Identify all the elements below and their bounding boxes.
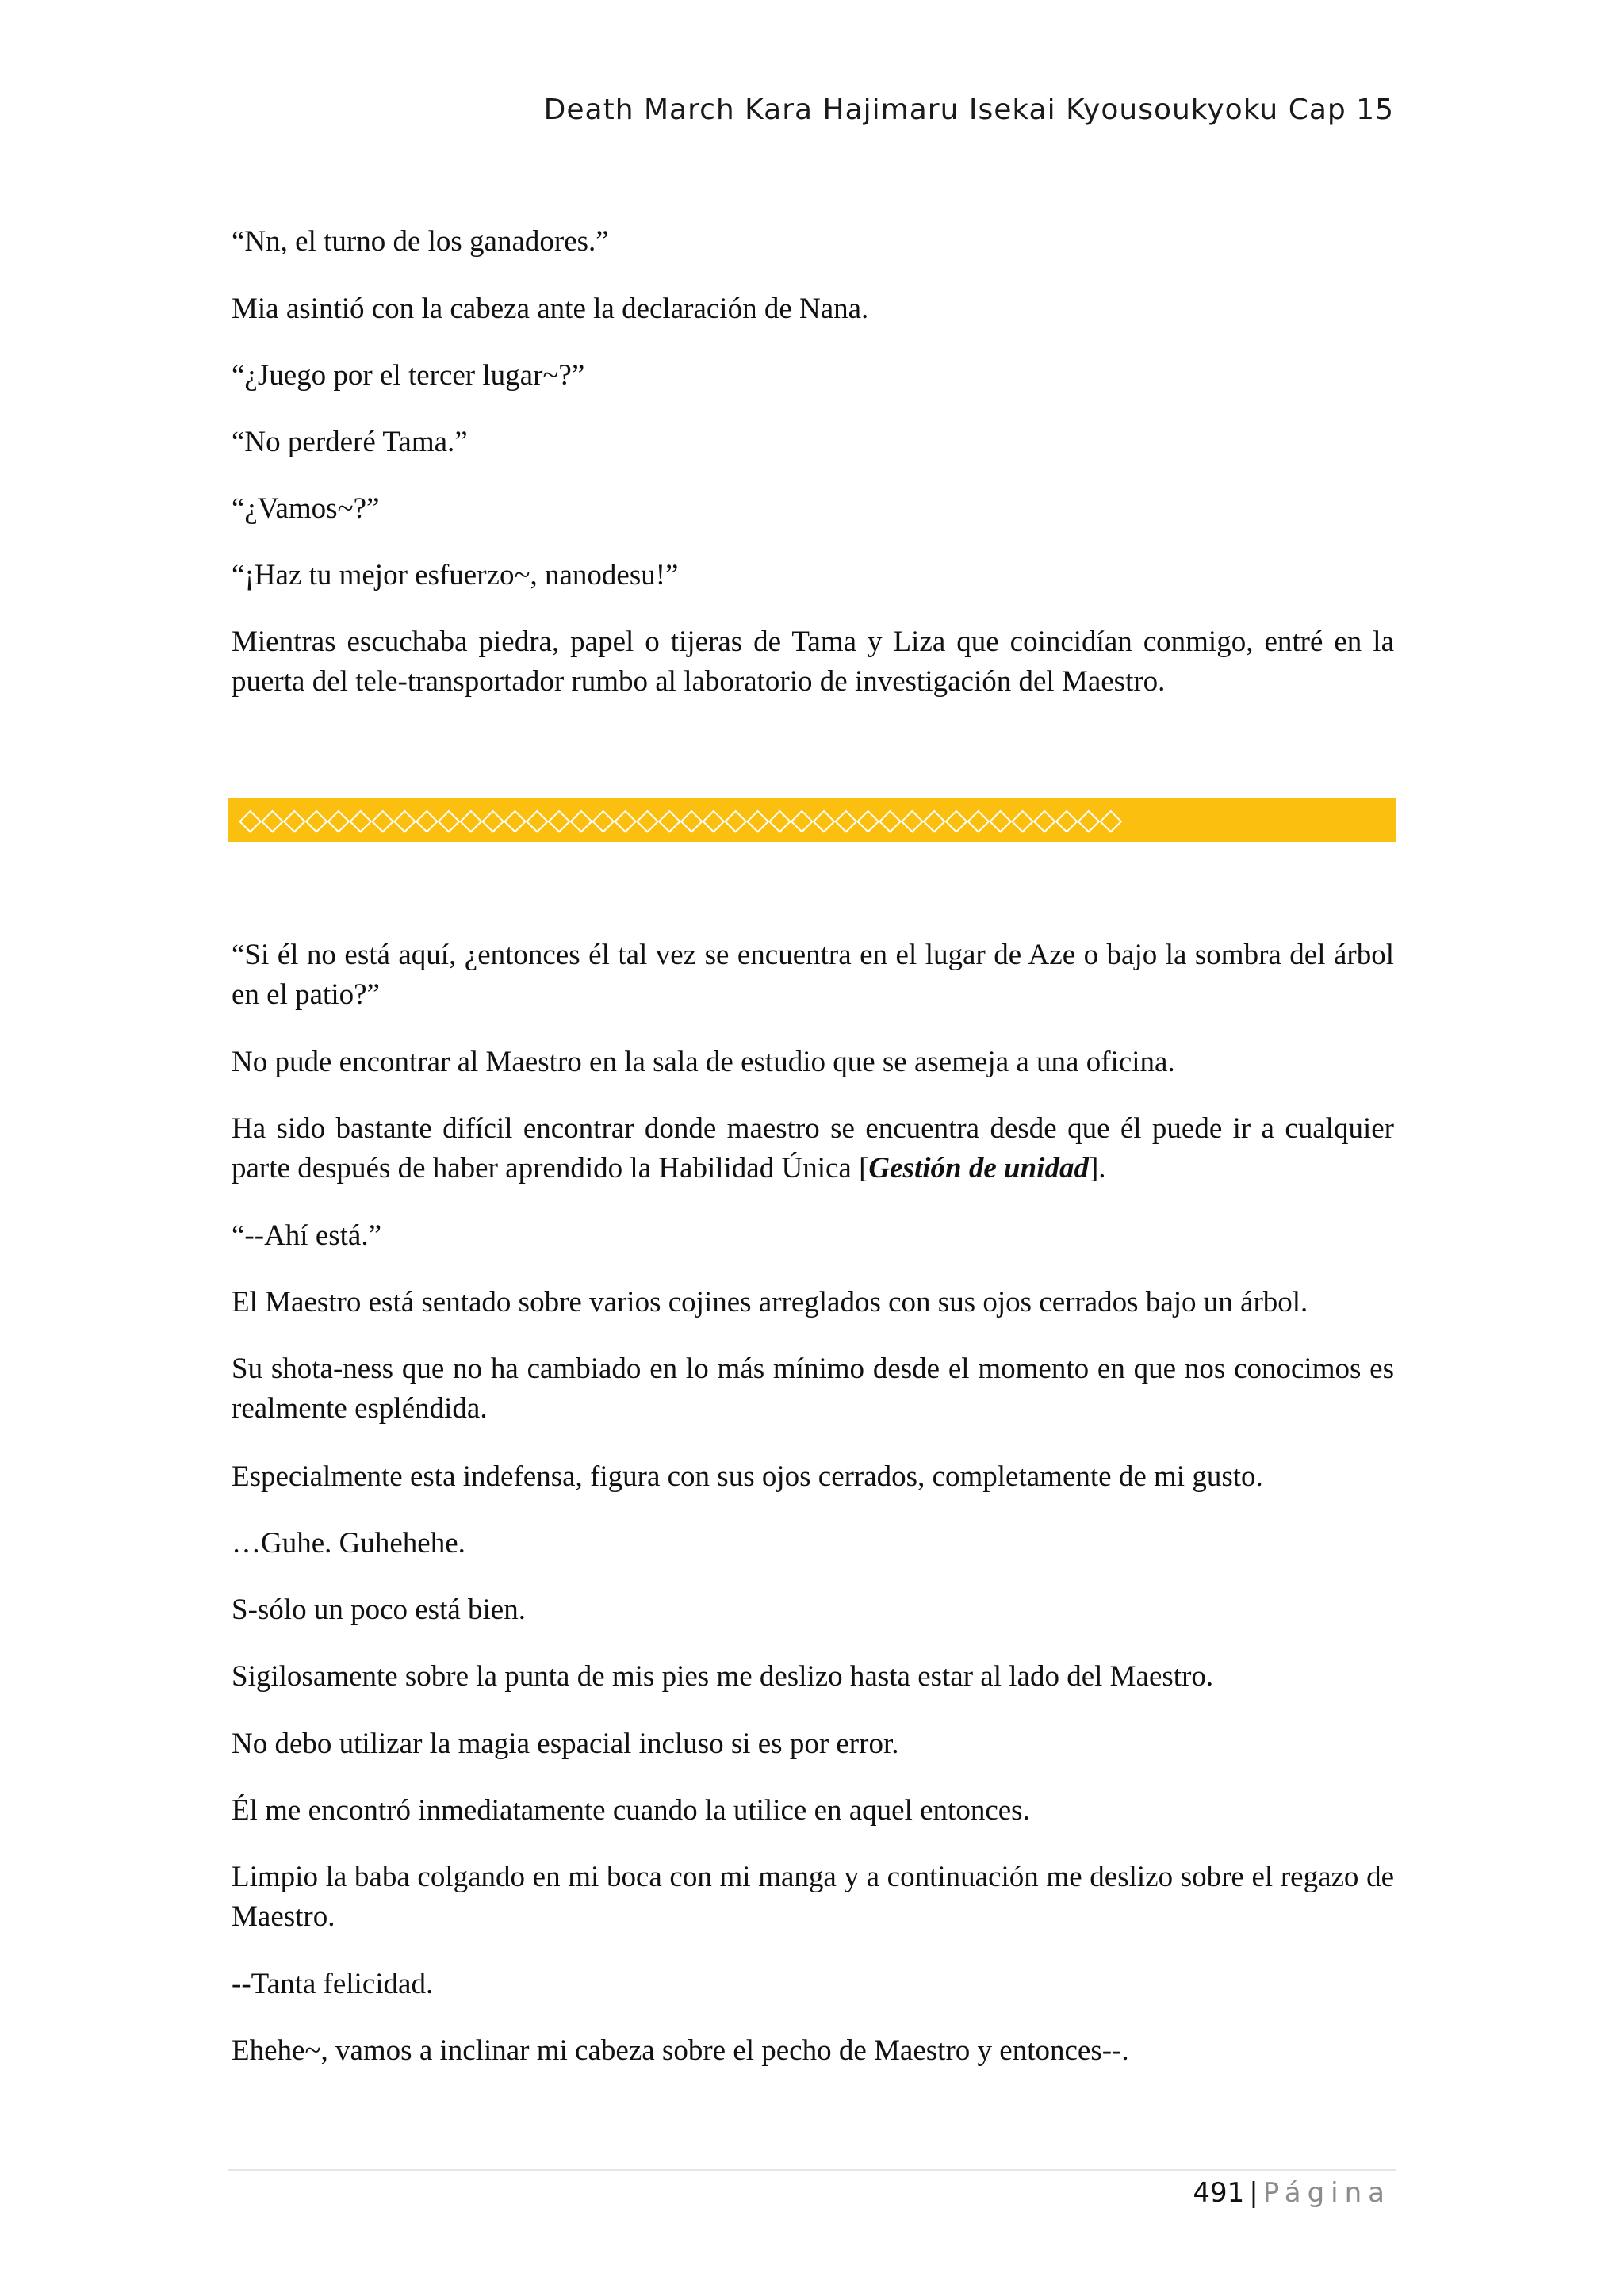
scene-break-banner: [228, 798, 1396, 842]
paragraph-unique-skill: [232, 1109, 1394, 1188]
paragraph-best-effort: “¡Haz tu mejor esfuerzo~, nanodesu!”: [232, 559, 679, 591]
paragraph-defenseless: Especialmente esta indefensa, figura con sus ojos cerrados, completamente de mi gusto.: [232, 1460, 1263, 1493]
page-footer: [1193, 2177, 1391, 2209]
paragraph-teleporter: Mientras escuchaba piedra, papel o tijeras de Tama y Liza que coincidían conmigo, entré en la puerta del tele-transportador rumbo al laboratorio de investigación del Maestro.: [232, 626, 1394, 698]
paragraph-tiptoe: Sigilosamente sobre la punta de mis pies me deslizo hasta estar al lado del Maestro.: [232, 1660, 1214, 1693]
footer-divider: [228, 2169, 1396, 2171]
paragraph-wont-lose: “No perderé Tama.”: [232, 426, 468, 458]
paragraph-shota-ness: Su shota-ness que no ha cambiado en lo más mínimo desde el momento en que nos conocimos es realmente espléndida.: [232, 1353, 1394, 1425]
running-header: Death March Kara Hajimaru Isekai Kyousoukyoku Cap 15: [543, 94, 1394, 126]
paragraph-third-place: “¿Juego por el tercer lugar~?”: [232, 359, 585, 392]
paragraph-aze-place: “Si él no está aquí, ¿entonces él tal vez se encuentra en el lugar de Aze o bajo la sombra del árbol en el patio?”: [232, 939, 1394, 1011]
paragraph-study-room: No pude encontrar al Maestro en la sala de estudio que se asemeja a una oficina.: [232, 1046, 1175, 1078]
diamond-ornament-icon: ◇◇◇◇◇◇◇◇◇◇◇◇◇◇◇◇◇◇◇◇◇◇◇◇◇◇◇◇◇◇◇◇◇◇◇◇◇◇◇◇: [239, 802, 1121, 836]
paragraph-no-magic: No debo utilizar la magia espacial incluso si es por error.: [232, 1728, 899, 1760]
paragraph-happiness: --Tanta felicidad.: [232, 1968, 434, 2000]
paragraph-ehehe: Ehehe~, vamos a inclinar mi cabeza sobre el pecho de Maestro y entonces--.: [232, 2034, 1129, 2067]
skill-name: Gestión de unidad: [868, 1152, 1089, 1184]
paragraph-drool: Limpio la baba colgando en mi boca con mi manga y a continuación me deslizo sobre el regazo de Maestro.: [232, 1861, 1394, 1933]
footer-separator: |: [1249, 2177, 1258, 2209]
paragraph-found-me: Él me encontró inmediatamente cuando la utilice en aquel entonces.: [232, 1794, 1030, 1827]
skill-text-after: ].: [1088, 1152, 1106, 1184]
paragraph-mia-nods: Mia asintió con la cabeza ante la declaración de Nana.: [232, 293, 869, 325]
paragraph-guhe: …Guhe. Guhehehe.: [232, 1527, 465, 1559]
paragraph-there-he-is: “--Ahí está.”: [232, 1219, 382, 1252]
skill-text-before: Ha sido bastante difícil encontrar donde maestro se encuentra desde que él puede ir a cualquier parte después de haber aprendido la Habilidad Única [: [232, 1112, 1394, 1184]
paragraph-master-sitting: El Maestro está sentado sobre varios cojines arreglados con sus ojos cerrados bajo un árbol.: [232, 1286, 1308, 1318]
paragraph-lets-go: “¿Vamos~?”: [232, 492, 380, 525]
page-label: Página: [1262, 2177, 1391, 2209]
paragraph-winners-turn: “Nn, el turno de los ganadores.”: [232, 225, 609, 258]
paragraph-just-a-little: S-sólo un poco está bien.: [232, 1594, 526, 1626]
page-number: 491: [1193, 2177, 1245, 2209]
